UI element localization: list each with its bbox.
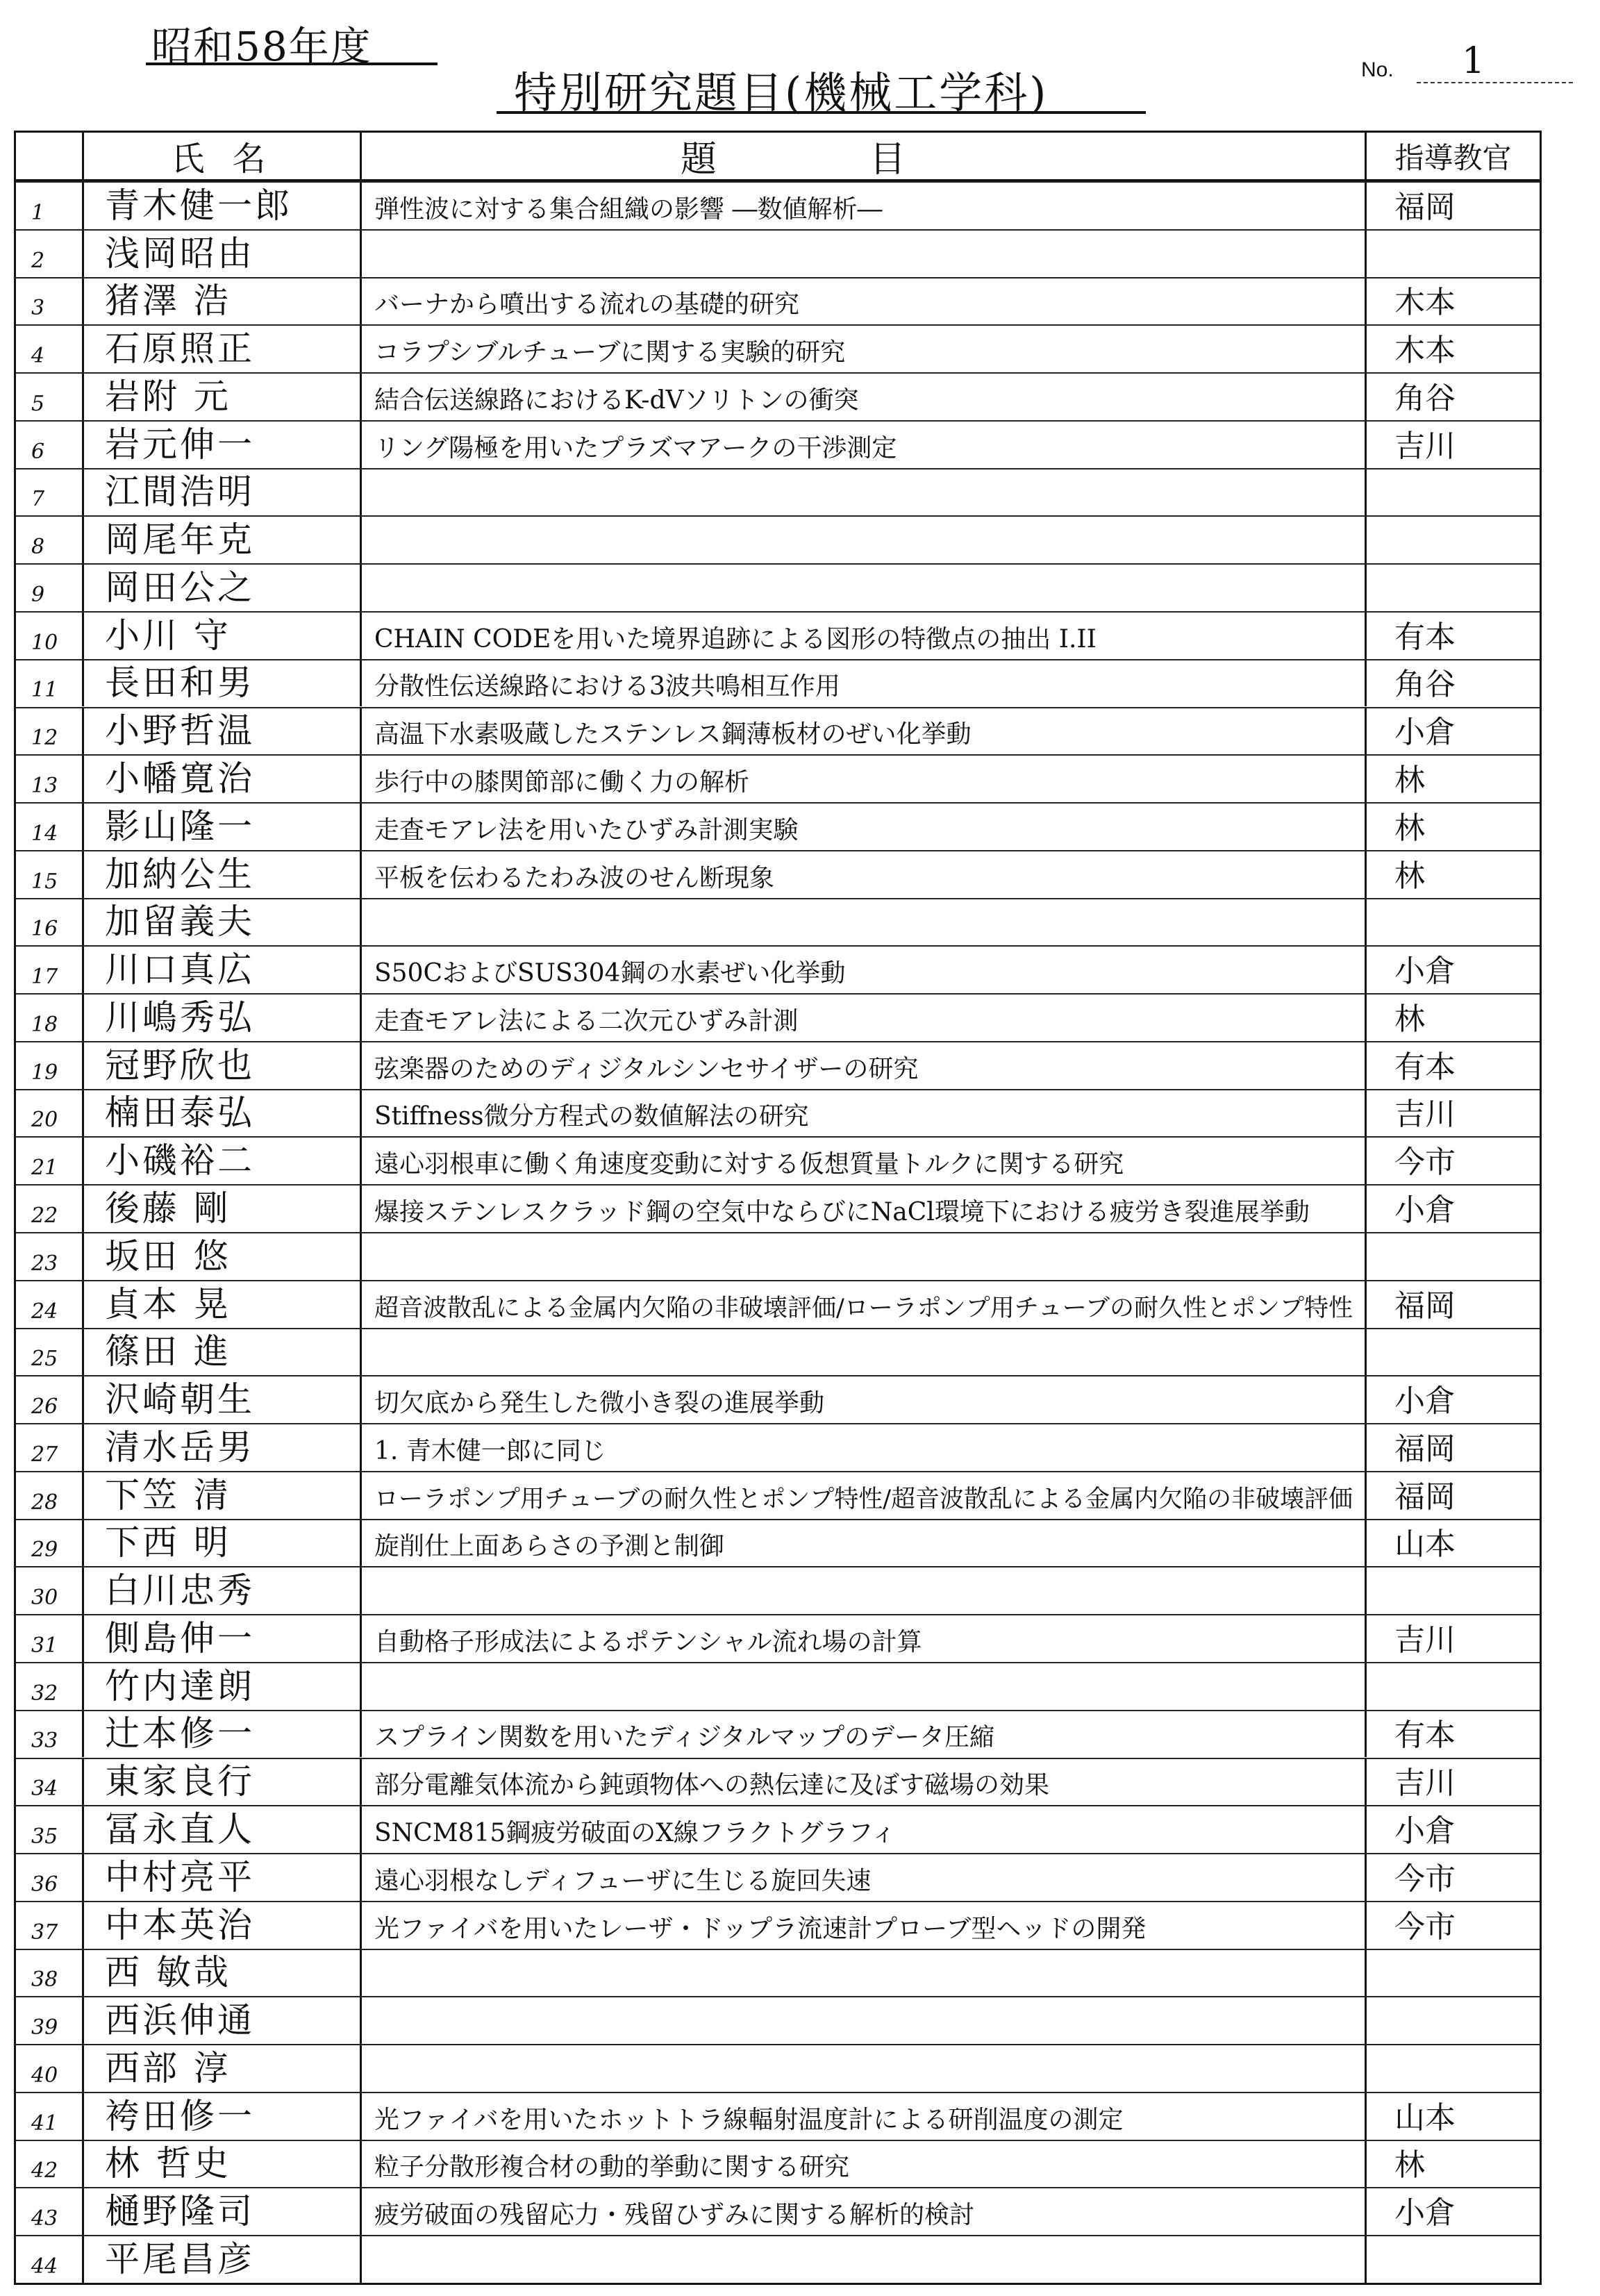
row-number: 21: [16, 1138, 84, 1184]
table-row: [16, 945, 1540, 993]
research-topic: ローラポンプ用チューブの耐久性とポンプ特性/超音波散乱による金属内欠陥の非破壊評価: [362, 1472, 1367, 1519]
research-topics-table: [14, 131, 1542, 2285]
advisor-name: [1367, 565, 1540, 611]
table-row: [16, 1996, 1540, 2044]
research-topic: コラプシブルチューブに関する実験的研究: [362, 326, 1367, 372]
student-name: 袴田修一: [84, 2093, 362, 2140]
advisor-name: 山本: [1394, 2099, 1456, 2136]
header-number-cell: [16, 133, 84, 179]
student-name: 西 敏哉: [84, 1950, 362, 1997]
table-row: [16, 659, 1540, 707]
research-topic: 高温下水素吸蔵したステンレス鋼薄板材のぜい化挙動: [362, 708, 1367, 755]
student-name: 影山隆一: [84, 804, 362, 850]
research-topic: [362, 469, 1367, 516]
advisor-name: 福岡: [1394, 189, 1456, 225]
table-row: [16, 1519, 1540, 1567]
advisor-name: 小倉: [1394, 1813, 1456, 1849]
advisor-name: [1367, 899, 1540, 946]
advisor-name: 小倉: [1394, 2195, 1456, 2231]
research-topic: 結合伝送線路におけるK-dVソリトンの衝突: [362, 374, 1367, 420]
row-number: 42: [16, 2141, 84, 2188]
table-row: [16, 468, 1540, 516]
student-name: 中村亮平: [84, 1854, 362, 1901]
advisor-name: 角谷: [1394, 380, 1456, 416]
row-number: 11: [16, 660, 84, 707]
advisor-name: 福岡: [1394, 1288, 1456, 1324]
advisor-name: [1367, 2045, 1540, 2092]
research-topic: [362, 2236, 1367, 2283]
research-topic: 遠心羽根車に働く角速度変動に対する仮想質量トルクに関する研究: [362, 1138, 1367, 1184]
research-topic: S50CおよびSUS304鋼の水素ぜい化挙動: [362, 947, 1367, 993]
table-row: [16, 1901, 1540, 1949]
student-name: 下西 明: [84, 1520, 362, 1567]
row-number: 20: [16, 1090, 84, 1137]
student-name: 岩附 元: [84, 374, 362, 420]
advisor-name: [1367, 1997, 1540, 2044]
advisor-name: [1367, 1950, 1540, 1997]
research-topic: 粒子分散形複合材の動的挙動に関する研究: [362, 2141, 1367, 2188]
advisor-name: [1367, 517, 1540, 563]
student-name: 清水岳男: [84, 1424, 362, 1471]
research-topic: 切欠底から発生した微小き裂の進展挙動: [362, 1376, 1367, 1423]
student-name: 加留義夫: [84, 899, 362, 946]
research-topic: [362, 899, 1367, 946]
student-name: 篠田 進: [84, 1329, 362, 1376]
research-topic: 弦楽器のためのディジタルシンセサイザーの研究: [362, 1042, 1367, 1089]
page-number-value: 1: [1462, 40, 1485, 82]
row-number: 10: [16, 613, 84, 659]
student-name: 青木健一郎: [84, 183, 362, 229]
research-topic: [362, 1329, 1367, 1376]
row-number: 28: [16, 1472, 84, 1519]
advisor-name: 木本: [1394, 333, 1456, 369]
student-name: 川嶋秀弘: [84, 995, 362, 1041]
table-row: [16, 372, 1540, 420]
student-name: 岩元伸一: [84, 422, 362, 468]
advisor-name: [1367, 231, 1540, 277]
year-underline: [146, 63, 438, 65]
advisor-name: 木本: [1394, 285, 1456, 321]
header-topic: 題目: [362, 133, 1367, 179]
research-topic: 歩行中の膝関節部に働く力の解析: [362, 756, 1367, 802]
table-row: [16, 1662, 1540, 1710]
research-topic: Stiffness微分方程式の数値解法の研究: [362, 1090, 1367, 1137]
year-heading: 昭和58年度: [151, 23, 372, 70]
student-name: 白川忠秀: [84, 1567, 362, 1614]
advisor-name: [1367, 469, 1540, 516]
advisor-name: [1367, 2236, 1540, 2283]
advisor-name: 林: [1394, 1001, 1425, 1037]
table-row: [16, 515, 1540, 563]
table-row: [16, 420, 1540, 468]
document-title: 特別研究題目(機械工学科): [514, 67, 1049, 118]
table-row: [16, 181, 1540, 229]
research-topic: 遠心羽根なしディフューザに生じる旋回失速: [362, 1854, 1367, 1901]
research-topic: 弾性波に対する集合組織の影響 ―数値解析―: [362, 183, 1367, 229]
row-number: 5: [16, 374, 84, 420]
page-number-line: [1417, 82, 1573, 83]
row-number: 36: [16, 1854, 84, 1901]
advisor-name: 小倉: [1394, 1383, 1456, 1420]
research-topic: スプライン関数を用いたディジタルマップのデータ圧縮: [362, 1711, 1367, 1758]
research-topic: [362, 231, 1367, 277]
advisor-name: 今市: [1394, 1145, 1456, 1181]
row-number: 17: [16, 947, 84, 993]
research-topic: 疲労破面の残留応力・残留ひずみに関する解析的検討: [362, 2188, 1367, 2235]
student-name: 西部 淳: [84, 2045, 362, 2092]
advisor-name: 吉川: [1394, 1622, 1456, 1658]
table-row: [16, 1566, 1540, 1614]
row-number: 14: [16, 804, 84, 850]
table-row: [16, 1375, 1540, 1423]
table-row: [16, 802, 1540, 850]
research-topic: 超音波散乱による金属内欠陥の非破壊評価/ローラポンプ用チューブの耐久性とポンプ特性: [362, 1281, 1367, 1328]
research-topic: 部分電離気体流から鈍頭物体への熱伝達に及ぼす磁場の効果: [362, 1759, 1367, 1806]
advisor-name: 吉川: [1394, 1765, 1456, 1802]
research-topic: 爆接ステンレスクラッド鋼の空気中ならびにNaCl環境下における疲労き裂進展挙動: [362, 1186, 1367, 1232]
research-topic: リング陽極を用いたプラズマアークの干渉測定: [362, 422, 1367, 468]
advisor-name: 林: [1394, 2147, 1425, 2183]
table-row: [16, 277, 1540, 325]
student-name: 樋野隆司: [84, 2188, 362, 2235]
student-name: 小野哲温: [84, 708, 362, 755]
table-row: [16, 1805, 1540, 1853]
advisor-name: 今市: [1394, 1908, 1456, 1945]
research-topic: CHAIN CODEを用いた境界追跡による図形の特徴点の抽出 I.II: [362, 613, 1367, 659]
advisor-name: 山本: [1394, 1526, 1456, 1563]
row-number: 44: [16, 2236, 84, 2283]
research-topic: [362, 1567, 1367, 1614]
row-number: 32: [16, 1663, 84, 1710]
student-name: 岡田公之: [84, 565, 362, 611]
row-number: 33: [16, 1711, 84, 1758]
table-row: [16, 2235, 1540, 2283]
row-number: 34: [16, 1759, 84, 1806]
table-row: [16, 1280, 1540, 1328]
student-name: 坂田 悠: [84, 1233, 362, 1280]
row-number: 23: [16, 1233, 84, 1280]
table-row: [16, 850, 1540, 898]
student-name: 下笠 清: [84, 1472, 362, 1519]
research-topic: [362, 1233, 1367, 1280]
student-name: 浅岡昭由: [84, 231, 362, 277]
row-number: 7: [16, 469, 84, 516]
research-topic: 1. 青木健一郎に同じ: [362, 1424, 1367, 1471]
row-number: 18: [16, 995, 84, 1041]
table-row: [16, 1710, 1540, 1758]
table-row: [16, 1041, 1540, 1089]
row-number: 6: [16, 422, 84, 468]
table-row: [16, 1853, 1540, 1901]
table-row: [16, 993, 1540, 1041]
table-row: [16, 229, 1540, 277]
advisor-name: [1367, 1567, 1540, 1614]
row-number: 24: [16, 1281, 84, 1328]
row-number: 40: [16, 2045, 84, 2092]
row-number: 35: [16, 1806, 84, 1853]
student-name: 川口真広: [84, 947, 362, 993]
student-name: 後藤 剛: [84, 1186, 362, 1232]
research-topic: [362, 565, 1367, 611]
header-name: 氏名: [84, 133, 362, 179]
table-header-row: [16, 133, 1540, 181]
page-number-label: No.: [1361, 58, 1394, 81]
table-row: [16, 2092, 1540, 2140]
advisor-name: 吉川: [1394, 1097, 1456, 1133]
table-row: [16, 754, 1540, 802]
research-topic: 走査モアレ法を用いたひずみ計測実験: [362, 804, 1367, 850]
research-topic: [362, 2045, 1367, 2092]
table-row: [16, 611, 1540, 659]
advisor-name: 有本: [1394, 619, 1456, 655]
table-row: [16, 2044, 1540, 2092]
student-name: 林 哲史: [84, 2141, 362, 2188]
advisor-name: 林: [1394, 858, 1425, 894]
table-row: [16, 1089, 1540, 1137]
student-name: 江間浩明: [84, 469, 362, 516]
research-topic: SNCM815鋼疲労破面のX線フラクトグラフィ: [362, 1806, 1367, 1853]
student-name: 辻本修一: [84, 1711, 362, 1758]
research-topic: 走査モアレ法による二次元ひずみ計測: [362, 995, 1367, 1041]
row-number: 31: [16, 1615, 84, 1662]
student-name: 岡尾年克: [84, 517, 362, 563]
table-row: [16, 1232, 1540, 1280]
row-number: 38: [16, 1950, 84, 1997]
row-number: 4: [16, 326, 84, 372]
table-row: [16, 1758, 1540, 1806]
student-name: 猪澤 浩: [84, 278, 362, 325]
student-name: 貞本 晃: [84, 1281, 362, 1328]
advisor-name: [1367, 1663, 1540, 1710]
table-row: [16, 324, 1540, 372]
row-number: 25: [16, 1329, 84, 1376]
title-underline: [497, 111, 1146, 114]
research-topic: 光ファイバを用いたホットトラ線輻射温度計による研削温度の測定: [362, 2093, 1367, 2140]
advisor-name: 有本: [1394, 1049, 1456, 1085]
student-name: 加納公生: [84, 851, 362, 898]
student-name: 小幡寛治: [84, 756, 362, 802]
row-number: 12: [16, 708, 84, 755]
student-name: 冨永直人: [84, 1806, 362, 1853]
table-row: [16, 707, 1540, 755]
advisor-name: 今市: [1394, 1861, 1456, 1897]
row-number: 43: [16, 2188, 84, 2235]
row-number: 15: [16, 851, 84, 898]
research-topic: 光ファイバを用いたレーザ・ドップラ流速計プローブ型ヘッドの開発: [362, 1902, 1367, 1949]
table-row: [16, 1614, 1540, 1662]
research-topic: [362, 1663, 1367, 1710]
table-row: [16, 2187, 1540, 2235]
advisor-name: 林: [1394, 763, 1425, 799]
table-row: [16, 1328, 1540, 1376]
row-number: 26: [16, 1376, 84, 1423]
research-topic: [362, 517, 1367, 563]
student-name: 楠田泰弘: [84, 1090, 362, 1137]
student-name: 西浜伸通: [84, 1997, 362, 2044]
research-topic: バーナから噴出する流れの基礎的研究: [362, 278, 1367, 325]
research-topic: 自動格子形成法によるポテンシャル流れ場の計算: [362, 1615, 1367, 1662]
row-number: 19: [16, 1042, 84, 1089]
research-topic: 旋削仕上面あらさの予測と制御: [362, 1520, 1367, 1567]
student-name: 沢崎朝生: [84, 1376, 362, 1423]
student-name: 石原照正: [84, 326, 362, 372]
table-row: [16, 2140, 1540, 2188]
advisor-name: 有本: [1394, 1717, 1456, 1754]
row-number: 41: [16, 2093, 84, 2140]
advisor-name: 福岡: [1394, 1479, 1456, 1515]
row-number: 30: [16, 1567, 84, 1614]
student-name: 中本英治: [84, 1902, 362, 1949]
advisor-name: 小倉: [1394, 1192, 1456, 1228]
advisor-name: 小倉: [1394, 715, 1456, 751]
student-name: 平尾昌彦: [84, 2236, 362, 2283]
table-row: [16, 898, 1540, 946]
row-number: 13: [16, 756, 84, 802]
row-number: 3: [16, 278, 84, 325]
advisor-name: [1367, 1233, 1540, 1280]
student-name: 小磯裕二: [84, 1138, 362, 1184]
table-row: [16, 1136, 1540, 1184]
advisor-name: 吉川: [1394, 428, 1456, 464]
table-row: [16, 1423, 1540, 1471]
row-number: 39: [16, 1997, 84, 2044]
student-name: 長田和男: [84, 660, 362, 707]
table-row: [16, 1471, 1540, 1519]
research-topic: 分散性伝送線路における3波共鳴相互作用: [362, 660, 1367, 707]
research-topic: [362, 1950, 1367, 1997]
row-number: 9: [16, 565, 84, 611]
row-number: 1: [16, 183, 84, 229]
student-name: 側島伸一: [84, 1615, 362, 1662]
advisor-name: 小倉: [1394, 954, 1456, 990]
row-number: 27: [16, 1424, 84, 1471]
row-number: 2: [16, 231, 84, 277]
student-name: 東家良行: [84, 1759, 362, 1806]
advisor-name: [1367, 1329, 1540, 1376]
row-number: 29: [16, 1520, 84, 1567]
advisor-name: 角谷: [1394, 667, 1456, 703]
advisor-name: 福岡: [1394, 1431, 1456, 1467]
row-number: 8: [16, 517, 84, 563]
student-name: 竹内達朗: [84, 1663, 362, 1710]
student-name: 冠野欣也: [84, 1042, 362, 1089]
research-topic: [362, 1997, 1367, 2044]
student-name: 小川 守: [84, 613, 362, 659]
header-advisor: 指導教官: [1394, 140, 1512, 175]
table-row: [16, 1184, 1540, 1232]
row-number: 37: [16, 1902, 84, 1949]
table-row: [16, 1949, 1540, 1997]
research-topic: 平板を伝わるたわみ波のせん断現象: [362, 851, 1367, 898]
row-number: 22: [16, 1186, 84, 1232]
row-number: 16: [16, 899, 84, 946]
advisor-name: 林: [1394, 810, 1425, 846]
table-row: [16, 563, 1540, 611]
